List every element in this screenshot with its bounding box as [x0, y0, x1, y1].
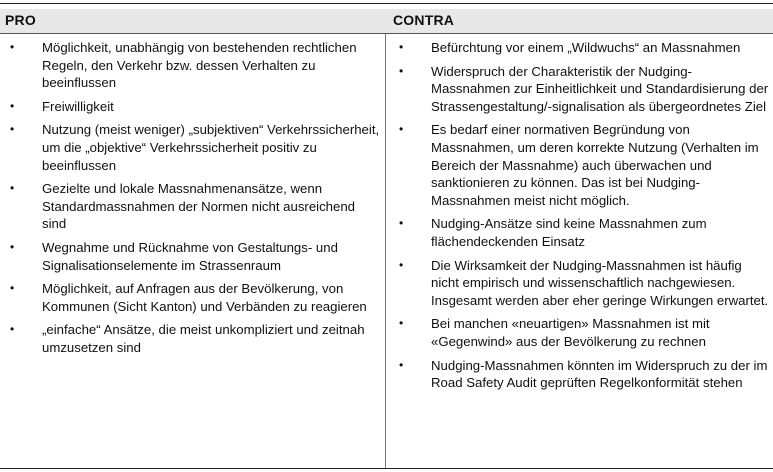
top-rule — [0, 3, 773, 4]
list-item — [388, 357, 770, 392]
column-divider — [385, 34, 386, 468]
table-header-row — [0, 9, 773, 33]
list-item — [0, 321, 380, 356]
pro-item-text: Wegnahme und Rücknahme von Gestaltungs- und Signalisationselemente im Strassenraum — [42, 239, 338, 273]
contra-list — [388, 39, 770, 398]
header-pro: PRO — [5, 12, 36, 28]
bullet-icon: • — [10, 239, 15, 254]
bullet-icon: • — [399, 40, 404, 54]
list-item — [388, 63, 770, 116]
list-item — [0, 280, 380, 315]
pro-list — [0, 39, 380, 363]
list-item — [388, 39, 770, 57]
pro-item-text: Möglichkeit, unabhängig von bestehenden rechtlichen Regeln, den Verkehr bzw. dessen Verhalten zu beeinflussen — [42, 40, 357, 91]
bullet-icon: • — [10, 281, 15, 296]
list-item — [388, 121, 770, 209]
bullet-icon: • — [10, 181, 15, 196]
bullet-icon: • — [10, 322, 15, 337]
contra-item-text: Es bedarf einer normativen Begründung von Massnahmen, um deren korrekte Nutzung (Verhalten im Bereich der Massnahme) auch überwachen und sanktionieren zu können. Das ist bei Nudging-Massnahmen meist nicht möglich. — [431, 122, 759, 208]
bullet-icon: • — [399, 216, 404, 231]
bullet-icon: • — [399, 63, 404, 78]
contra-item-text: Nudging-Massnahmen könnten im Widerspruch zu der im Road Safety Audit geprüften Regelkonformität stehen — [431, 357, 768, 391]
bullet-icon: • — [399, 122, 404, 137]
list-item — [0, 39, 380, 92]
list-item — [0, 239, 380, 274]
bullet-icon: • — [399, 316, 404, 331]
pro-item-text: Möglichkeit, auf Anfragen aus der Bevölkerung, von Kommunen (Sicht Kanton) und Verbänden zu reagieren — [42, 281, 367, 314]
bullet-icon: • — [399, 357, 404, 372]
pro-item-text: „einfache“ Ansätze, die meist unkompliziert und zeitnah umzusetzen sind — [42, 322, 365, 355]
pro-item-text: Nutzung (meist weniger) „subjektiven“ Verkehrssicherheit, um die „objektive“ Verkehrssicherheit positiv zu beeinflussen — [42, 122, 380, 173]
list-item — [388, 257, 770, 310]
contra-item-text: Befürchtung vor einem „Wildwuchs“ an Massnahmen — [431, 40, 741, 55]
list-item — [388, 215, 770, 250]
list-item — [0, 180, 380, 233]
bullet-icon: • — [10, 122, 15, 137]
pro-item-text: Freiwilligkeit — [42, 98, 114, 114]
list-item — [0, 121, 380, 174]
contra-item-text: Bei manchen «neuartigen» Massnahmen ist mit «Gegenwind» aus der Bevölkerung zu rechnen — [431, 316, 710, 349]
contra-item-text: Die Wirksamkeit der Nudging-Massnahmen ist häufig nicht empirisch und wissenschaftlich nachgewiesen. Insgesamt werden aber eher geringe Wirkungen erwartet. — [431, 257, 769, 308]
pro-item-text: Gezielte und lokale Massnahmenansätze, wenn Standardmassnahmen der Normen nicht ausreichend sind — [42, 181, 356, 232]
contra-item-text: Widerspruch der Charakteristik der Nudging-Massnahmen zur Einheitlichkeit und Standardisierung der Strassengestaltung/-signalisation als übergeordnetes Ziel — [431, 63, 769, 114]
list-item — [388, 315, 770, 350]
list-item — [0, 98, 380, 116]
contra-item-text: Nudging-Ansätze sind keine Massnahmen zum flächendeckenden Einsatz — [431, 216, 707, 249]
bullet-icon: • — [10, 40, 15, 54]
bullet-icon: • — [10, 98, 15, 113]
bottom-rule — [0, 468, 773, 469]
header-contra: CONTRA — [393, 12, 455, 28]
bullet-icon: • — [399, 257, 404, 272]
header-rule — [0, 33, 773, 34]
